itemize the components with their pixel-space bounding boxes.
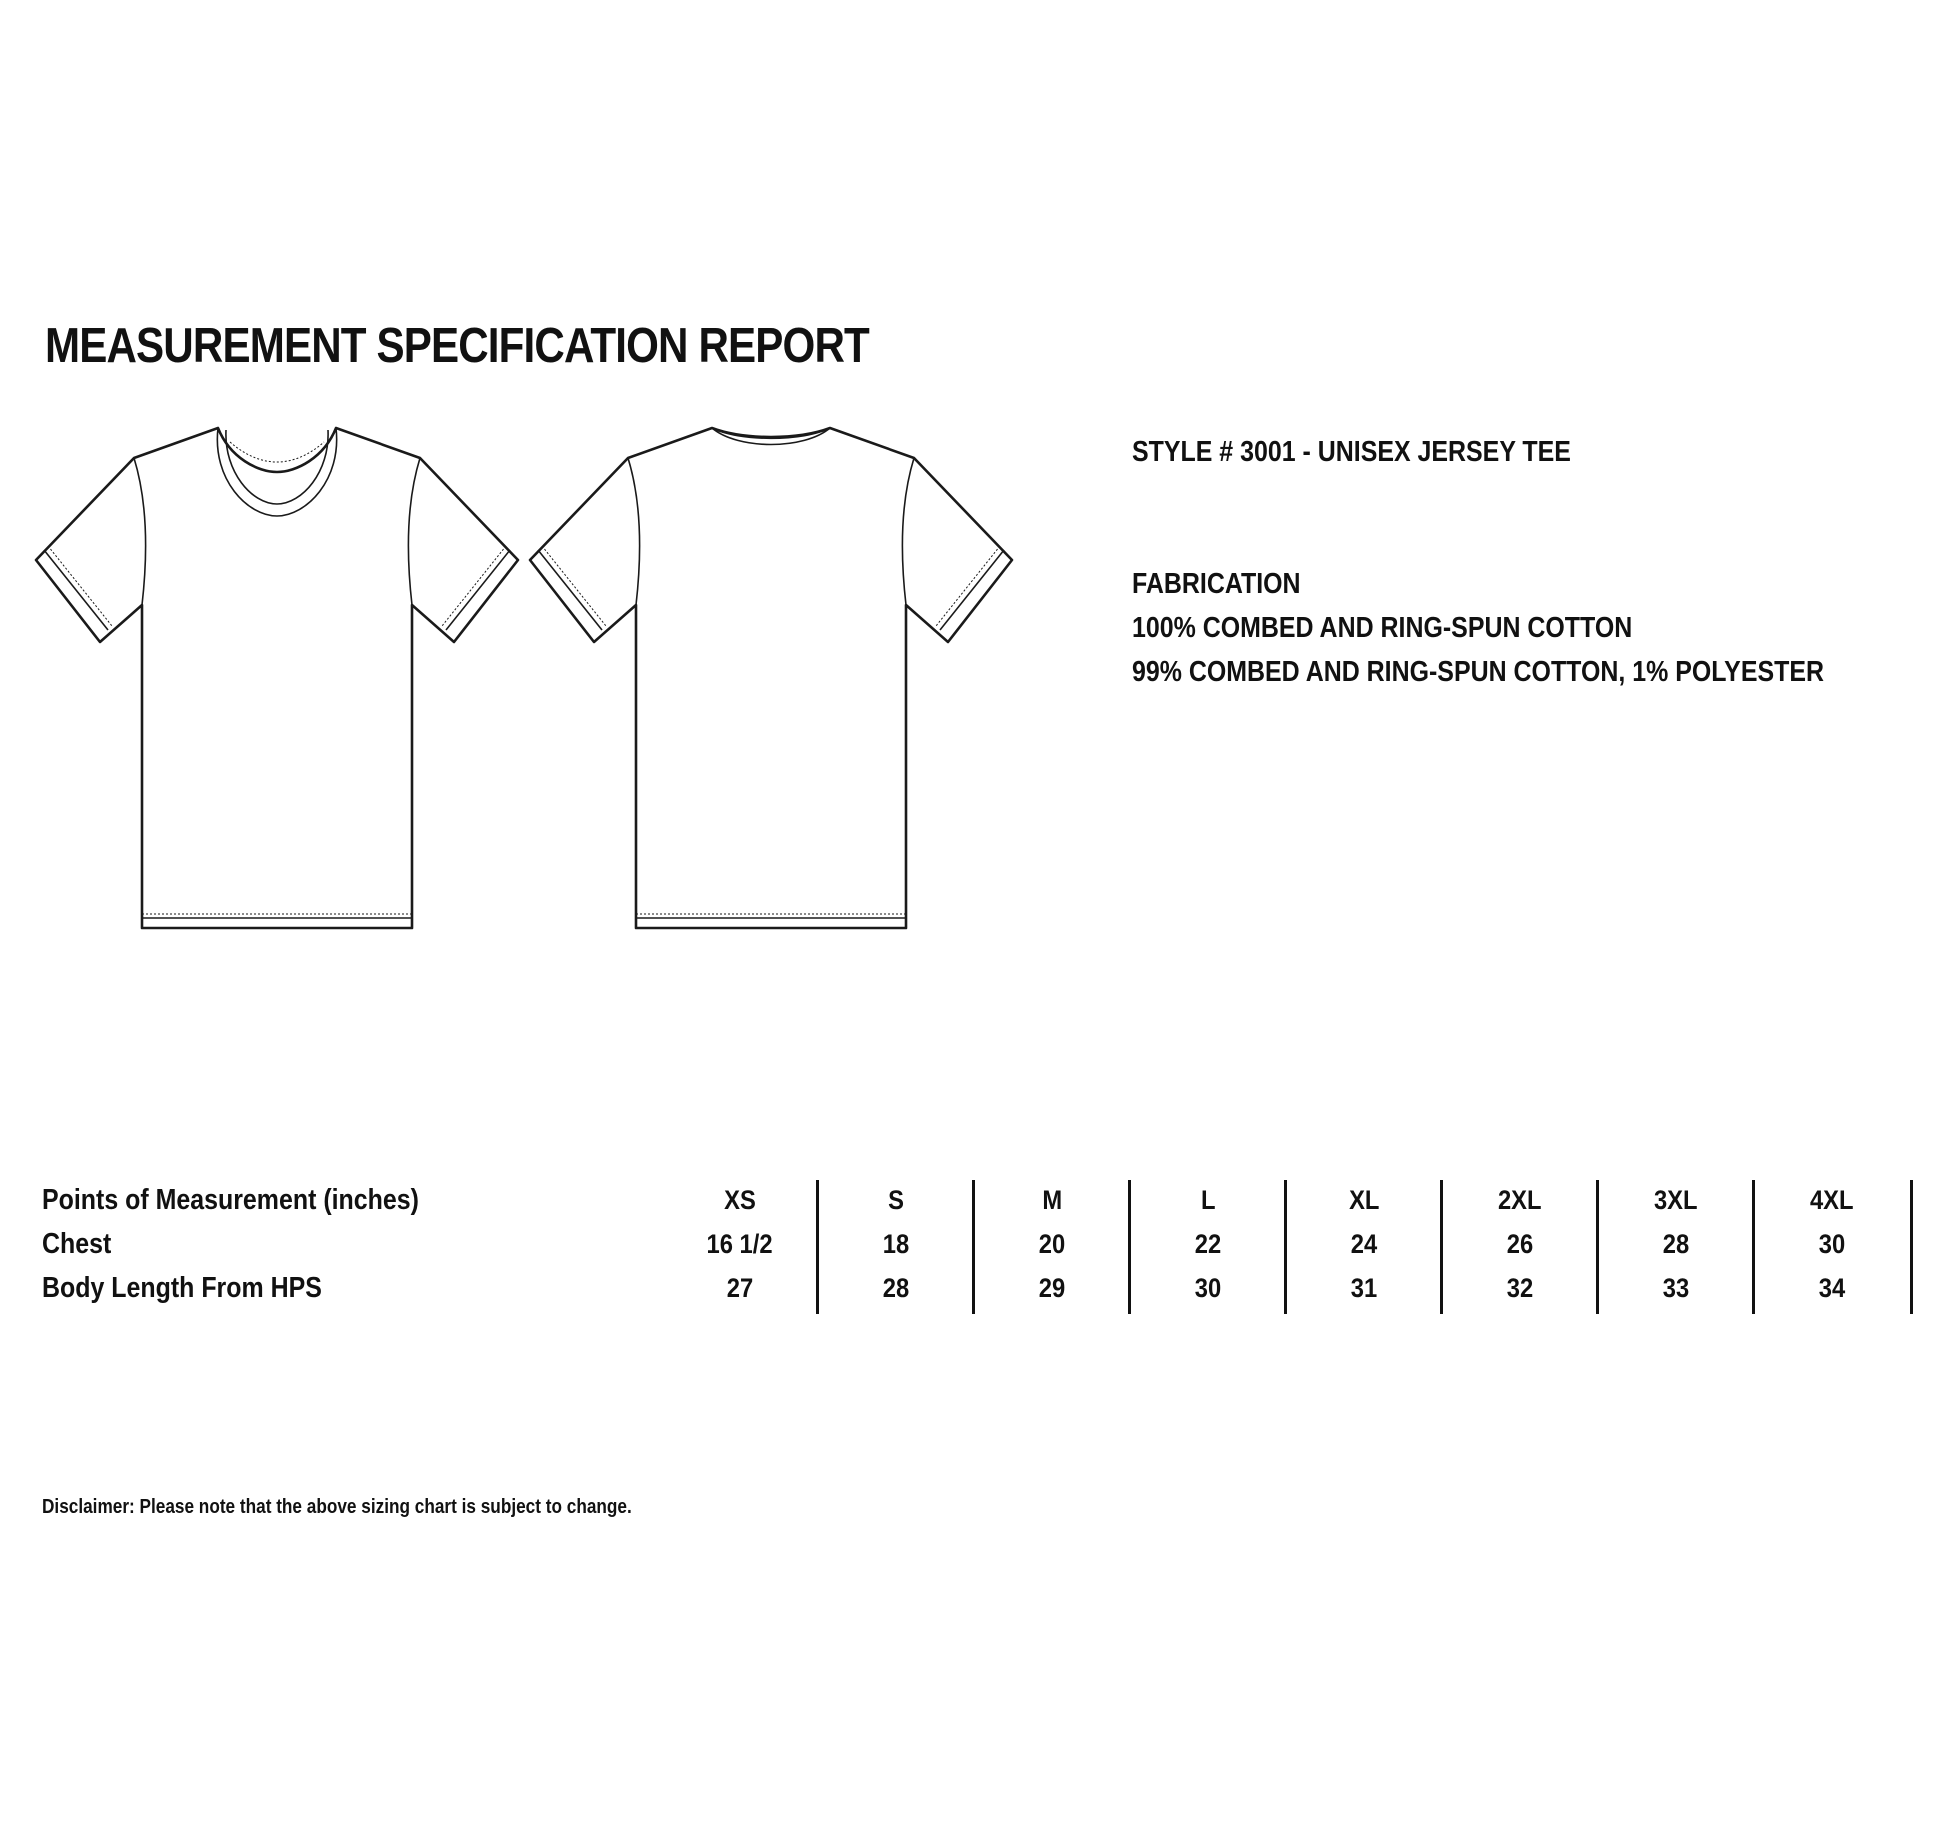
chest-value: 30 bbox=[1818, 1229, 1846, 1259]
chest-value: 20 bbox=[1038, 1229, 1066, 1259]
size-spec-table bbox=[0, 1178, 1946, 1318]
size-column-3xl bbox=[1598, 1178, 1754, 1310]
body-length-label: Body Length From HPS bbox=[42, 1272, 322, 1304]
t-shirt-back-icon bbox=[528, 420, 1018, 940]
chest-value: 24 bbox=[1350, 1229, 1378, 1259]
row-labels bbox=[42, 1178, 419, 1310]
size-header: 2XL bbox=[1498, 1185, 1542, 1215]
size-header: 4XL bbox=[1810, 1185, 1854, 1215]
chest-value: 16 1/2 bbox=[706, 1229, 774, 1259]
length-value: 33 bbox=[1662, 1273, 1690, 1303]
length-value: 27 bbox=[726, 1273, 754, 1303]
size-column-m bbox=[974, 1178, 1130, 1310]
size-column-xl bbox=[1286, 1178, 1442, 1310]
size-column-s bbox=[818, 1178, 974, 1310]
disclaimer: Disclaimer: Please note that the above sizing chart is subject to change. bbox=[42, 1496, 632, 1518]
length-value: 34 bbox=[1818, 1273, 1846, 1303]
size-header: 3XL bbox=[1654, 1185, 1698, 1215]
size-column-xs bbox=[662, 1178, 818, 1310]
length-value: 32 bbox=[1506, 1273, 1534, 1303]
length-value: 31 bbox=[1350, 1273, 1378, 1303]
chest-value: 22 bbox=[1194, 1229, 1222, 1259]
length-value: 30 bbox=[1194, 1273, 1222, 1303]
fabrication-block bbox=[1132, 562, 1824, 694]
size-header: S bbox=[888, 1185, 904, 1215]
size-column-2xl bbox=[1442, 1178, 1598, 1310]
length-value: 29 bbox=[1038, 1273, 1066, 1303]
chest-value: 26 bbox=[1506, 1229, 1534, 1259]
chest-label: Chest bbox=[42, 1228, 112, 1260]
size-header: M bbox=[1042, 1185, 1062, 1215]
t-shirt-front-icon bbox=[34, 420, 524, 940]
size-header: L bbox=[1200, 1185, 1216, 1215]
fabrication-heading: FABRICATION bbox=[1132, 568, 1301, 600]
size-header: XS bbox=[724, 1185, 756, 1215]
length-value: 28 bbox=[882, 1273, 910, 1303]
style-number: STYLE # 3001 - UNISEX JERSEY TEE bbox=[1132, 436, 1571, 468]
chest-value: 18 bbox=[882, 1229, 910, 1259]
page-title: MEASUREMENT SPECIFICATION REPORT bbox=[45, 319, 869, 373]
size-header: XL bbox=[1348, 1185, 1380, 1215]
size-column-l bbox=[1130, 1178, 1286, 1310]
chest-value: 28 bbox=[1662, 1229, 1690, 1259]
fabrication-line: 100% COMBED AND RING-SPUN COTTON bbox=[1132, 612, 1633, 644]
column-divider bbox=[1910, 1180, 1913, 1314]
fabrication-line: 99% COMBED AND RING-SPUN COTTON, 1% POLYESTER bbox=[1132, 656, 1824, 688]
table-header-label: Points of Measurement (inches) bbox=[42, 1184, 419, 1216]
size-column-4xl bbox=[1754, 1178, 1910, 1310]
